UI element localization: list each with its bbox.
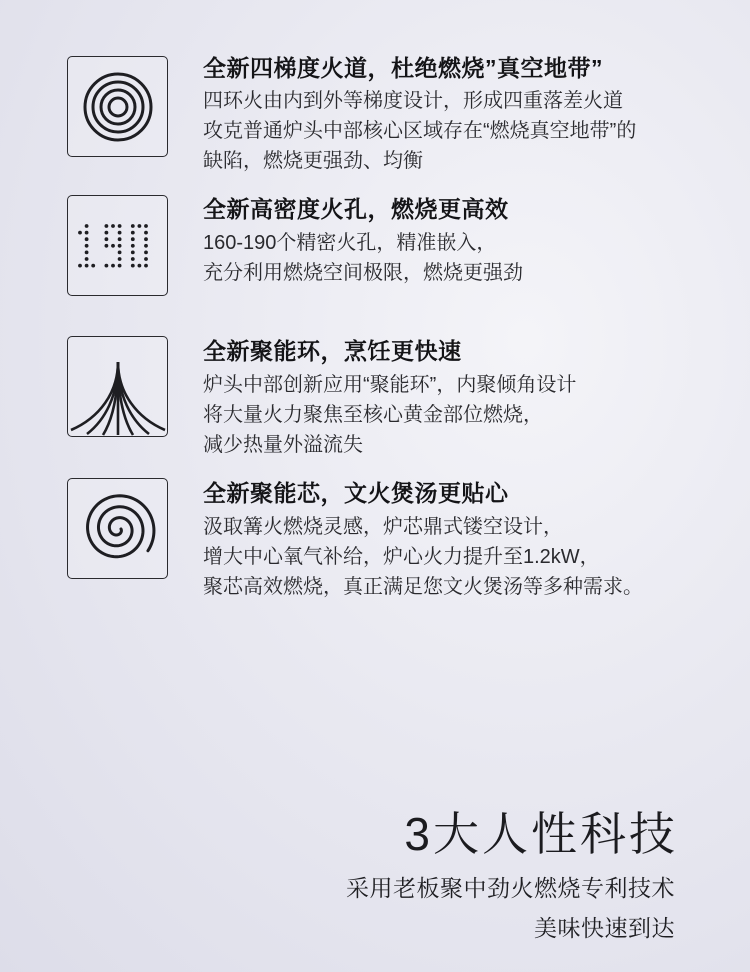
feature-title: 全新高密度火孔，燃烧更高效 [203, 196, 509, 222]
feature-description [203, 370, 576, 460]
feature-description [203, 86, 636, 176]
concentric-rings-icon [67, 56, 168, 157]
description-line: 缺陷，燃烧更强劲、均衡 [203, 150, 423, 172]
description-line: 减少热量外溢流失 [203, 434, 363, 456]
feature-title: 全新四梯度火道，杜绝燃烧”真空地带” [203, 55, 603, 81]
feature-description [203, 512, 643, 602]
description-line: 四环火由内到外等梯度设计，形成四重落差火道 [203, 90, 623, 112]
description-line: 汲取篝火燃烧灵感，炉芯鼎式镂空设计， [203, 516, 563, 538]
feature-title: 全新聚能环，烹饪更快速 [203, 338, 462, 364]
feature-title: 全新聚能芯，文火煲汤更贴心 [203, 480, 509, 506]
feature-description [203, 228, 523, 288]
summary-line-2: 美味快速到达 [534, 915, 675, 941]
description-line: 充分利用燃烧空间极限，燃烧更强劲 [203, 262, 523, 284]
summary-line-1: 采用老板聚中劲火燃烧专利技术 [346, 875, 675, 901]
description-line: 聚芯高效燃烧，真正满足您文火煲汤等多种需求。 [203, 576, 643, 598]
description-line: 炉头中部创新应用“聚能环”，内聚倾角设计 [203, 374, 577, 396]
converging-flame-icon [67, 336, 168, 437]
description-line: 将大量火力聚焦至核心黄金部位燃烧， [203, 404, 543, 426]
description-line: 攻克普通炉头中部核心区域存在“燃烧真空地带”的 [203, 120, 637, 142]
description-line: 增大中心氧气补给，炉心火力提升至1.2kW， [203, 546, 600, 568]
spiral-icon [67, 478, 168, 579]
description-line: 160-190个精密火孔，精准嵌入， [203, 232, 497, 254]
summary-title: 3大人性科技 [404, 808, 678, 860]
dot-matrix-190-icon [67, 195, 168, 296]
